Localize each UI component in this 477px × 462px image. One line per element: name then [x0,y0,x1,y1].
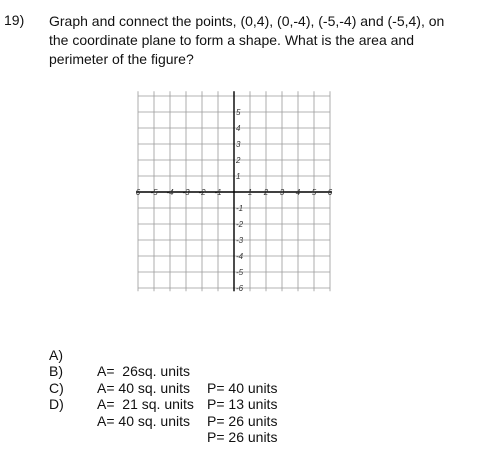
y-axis-labels [235,108,244,293]
question-text: Graph and connect the points, (0,4), (0,-4), (-5,-4) and (-5,4), on the coordinate plane to form a shape. What is the area and perimeter of the figure? [49,13,445,67]
x-tick-label: -1 [214,188,222,197]
y-tick-label: 1 [236,172,241,181]
y-tick-label: -3 [236,236,244,245]
choice-letter: C) [49,379,64,396]
choice-area: A= 40 sq. units [97,379,191,396]
choice-letter: B) [49,363,63,379]
x-tick-label: 6 [135,188,141,197]
x-tick-label: 1 [247,188,253,197]
x-tick-label: 6 [327,188,333,197]
x-tick-label: -3 [182,188,190,197]
x-tick-label: 4 [295,188,301,197]
y-tick-label: -2 [236,220,244,229]
choice-area: A= 26sq. units [97,363,191,379]
y-tick-label: -4 [236,252,244,261]
choice-area: A= 40 sq. units [97,412,191,429]
choice-perimeter: P= 26 units [207,412,278,429]
coordinate-grid [135,88,334,293]
y-tick-label: 3 [236,140,241,149]
choice-perimeter: P= 26 units [207,429,278,445]
choice-letter: D) [49,396,64,412]
y-tick-label: -6 [236,284,244,293]
x-tick-label: -4 [166,188,174,197]
y-tick-label: 4 [236,124,241,133]
question-number: 19) [4,12,25,28]
y-tick-label: -5 [236,268,244,277]
y-tick-label: 2 [236,156,241,165]
answer-choices [49,330,278,445]
choice-letter: A) [49,346,63,363]
x-tick-label: -2 [198,188,206,197]
y-tick-label: 5 [236,108,241,117]
y-tick-label: -1 [236,204,244,213]
x-tick-label: 5 [311,188,317,197]
axes [136,91,332,291]
x-tick-label: 2 [263,188,269,197]
choice-perimeter: P= 13 units [207,396,278,412]
choice-perimeter: P= 40 units [207,379,278,396]
x-tick-label: 3 [279,188,285,197]
x-tick-label: -5 [150,188,158,197]
choice-area: A= 21 sq. units [97,396,194,412]
